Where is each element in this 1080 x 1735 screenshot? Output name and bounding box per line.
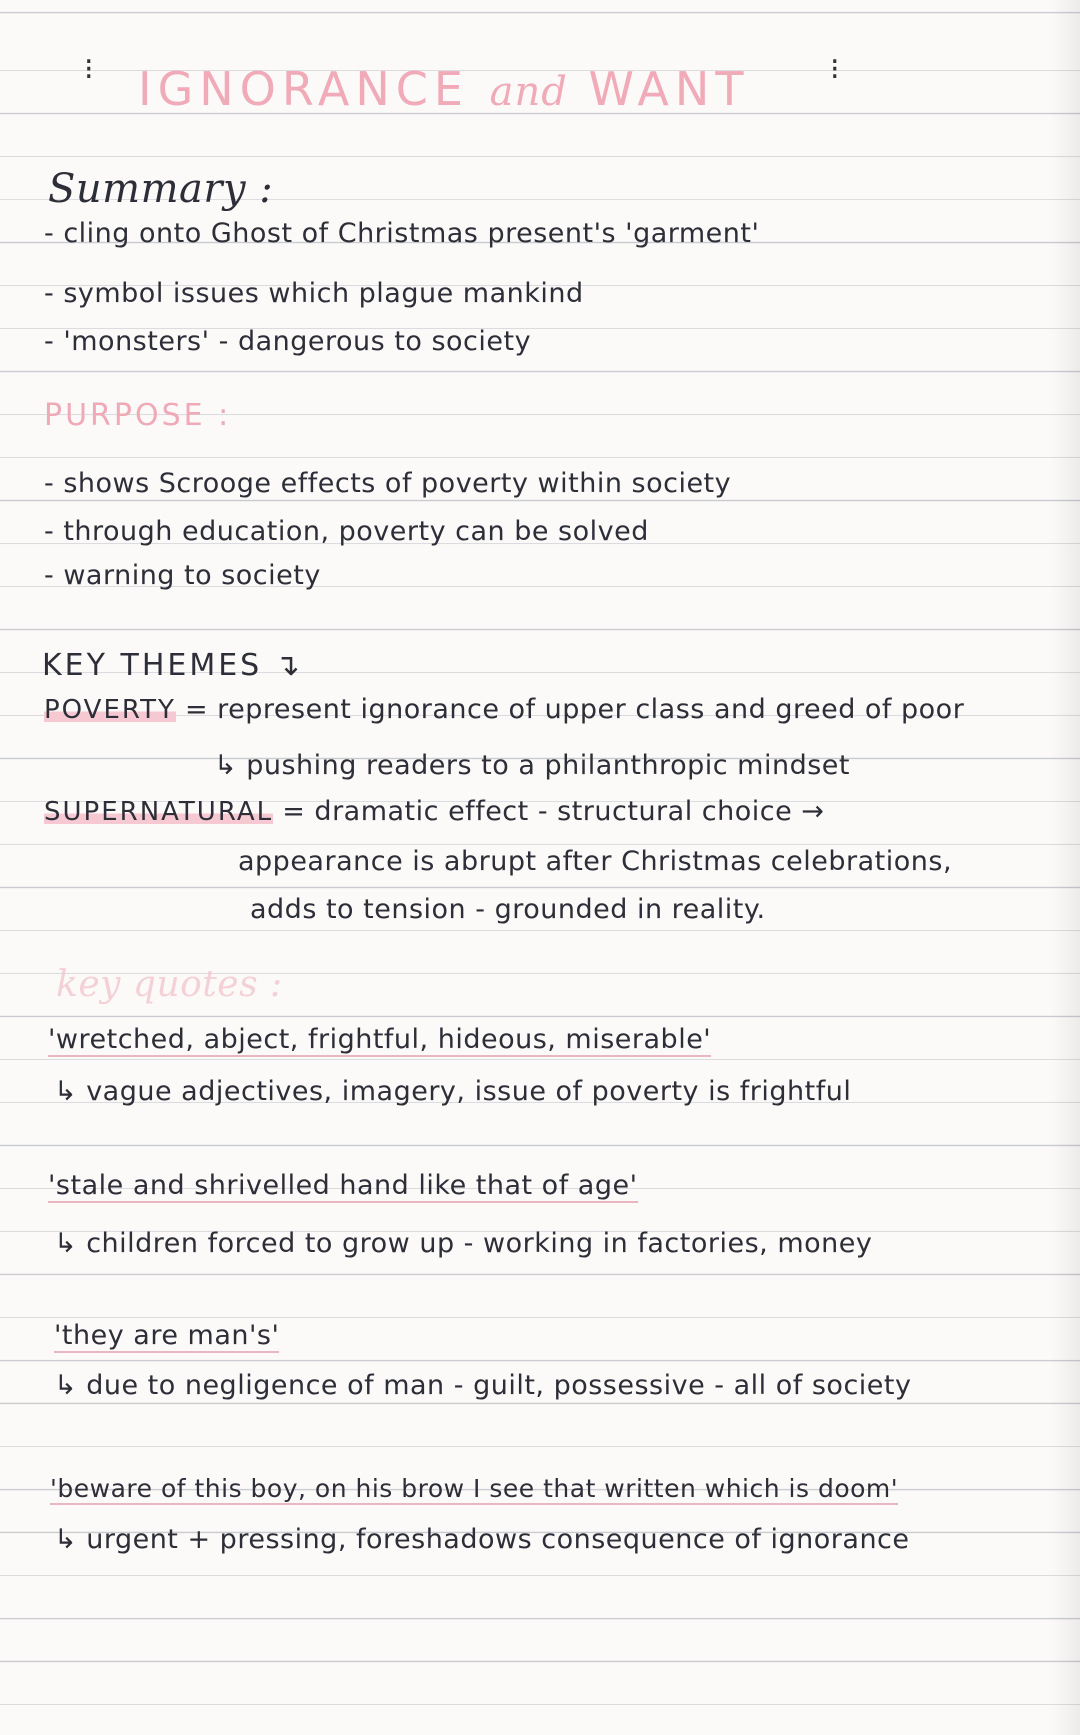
poverty-label: POVERTY <box>44 695 176 725</box>
poverty-line-1: = represent ignorance of upper class and greed of poor <box>184 694 965 725</box>
quote-4-analysis: ↳ urgent + pressing, foreshadows consequence of ignorance <box>54 1524 910 1555</box>
key-quotes-heading: key quotes : <box>56 964 283 1005</box>
supernatural-line-3: adds to tension - grounded in reality. <box>250 894 766 925</box>
purpose-item-2: - through education, poverty can be solved <box>44 516 649 547</box>
supernatural-label: SUPERNATURAL <box>44 797 274 827</box>
quote-1: 'wretched, abject, frightful, hideous, miserable' <box>48 1024 712 1055</box>
title-and: and <box>489 69 568 115</box>
title-want: WANT <box>588 62 750 116</box>
supernatural-line-2: appearance is abrupt after Christmas celebrations, <box>238 846 953 877</box>
left-sparkle-icon: ⁝ <box>84 52 94 87</box>
poverty-line-2: ↳ pushing readers to a philanthropic mindset <box>214 750 850 781</box>
purpose-item-3: - warning to society <box>44 560 321 591</box>
right-sparkle-icon: ⁝ <box>830 52 840 87</box>
quote-3: 'they are man's' <box>54 1320 280 1351</box>
quote-2-analysis: ↳ children forced to grow up - working in factories, money <box>54 1228 873 1259</box>
summary-item-1: - cling onto Ghost of Christmas present's 'garment' <box>44 218 760 249</box>
quote-1-analysis: ↳ vague adjectives, imagery, issue of poverty is frightful <box>54 1076 852 1107</box>
purpose-heading: PURPOSE : <box>44 398 232 433</box>
poverty-row <box>44 694 964 725</box>
summary-heading: Summary : <box>48 166 274 212</box>
key-themes-heading: KEY THEMES ↴ <box>42 648 303 683</box>
summary-item-3: - 'monsters' - dangerous to society <box>44 326 532 357</box>
supernatural-row <box>44 796 824 827</box>
quote-4: 'beware of this boy, on his brow I see that written which is doom' <box>50 1474 899 1503</box>
summary-item-2: - symbol issues which plague mankind <box>44 278 584 309</box>
purpose-item-1: - shows Scrooge effects of poverty within society <box>44 468 732 499</box>
supernatural-line-1: = dramatic effect - structural choice → <box>282 796 825 827</box>
quote-2: 'stale and shrivelled hand like that of age' <box>48 1170 638 1201</box>
page-title <box>138 62 749 116</box>
title-ignorance: IGNORANCE <box>138 62 469 116</box>
quote-3-analysis: ↳ due to negligence of man - guilt, possessive - all of society <box>54 1370 912 1401</box>
